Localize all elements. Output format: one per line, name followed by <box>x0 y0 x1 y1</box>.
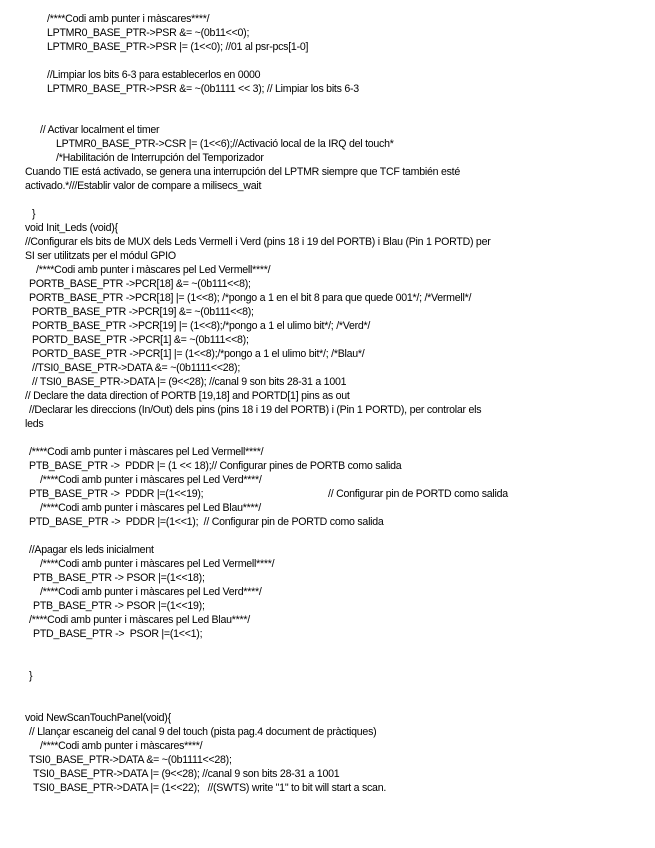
code-line: /****Codi amb punter i màscares****/ <box>47 13 210 25</box>
code-line: PTB_BASE_PTR -> PDDR |= (1 << 18);// Configurar pines de PORTB como salida <box>29 460 402 472</box>
code-line: leds <box>25 418 44 430</box>
code-line: PORTB_BASE_PTR ->PCR[18] &= ~(0b111<<8); <box>29 278 251 290</box>
code-line: LPTMR0_BASE_PTR->PSR &= ~(0b1111 << 3); // Limpiar los bits 6-3 <box>47 83 359 95</box>
code-line: /*Habilitación de Interrupción del Temporizador <box>56 152 264 164</box>
code-line: /****Codi amb punter i màscares pel Led Vermell****/ <box>36 264 271 276</box>
code-line: // Declare the data direction of PORTB [19,18] and PORTD[1] pins as out <box>25 390 350 402</box>
code-line: /****Codi amb punter i màscares pel Led Verd****/ <box>40 586 262 598</box>
code-line: LPTMR0_BASE_PTR->CSR |= (1<<6);//Activació local de la IRQ del touch* <box>56 138 394 150</box>
code-line: } <box>29 670 33 682</box>
code-line: TSI0_BASE_PTR->DATA &= ~(0b1111<<28); <box>29 754 232 766</box>
code-line: PTB_BASE_PTR -> PDDR |=(1<<19); <box>29 488 204 500</box>
code-line: PORTB_BASE_PTR ->PCR[19] |= (1<<8);/*pongo a 1 el ulimo bit*/; /*Verd*/ <box>32 320 371 332</box>
code-line: PORTB_BASE_PTR ->PCR[19] &= ~(0b111<<8); <box>32 306 254 318</box>
code-line: PTB_BASE_PTR -> PSOR |=(1<<18); <box>33 572 205 584</box>
code-line: // TSI0_BASE_PTR->DATA |= (9<<28); //canal 9 son bits 28-31 a 1001 <box>32 376 347 388</box>
code-line: LPTMR0_BASE_PTR->PSR |= (1<<0); //01 al psr-pcs[1-0] <box>47 41 309 53</box>
code-line: PTD_BASE_PTR -> PSOR |=(1<<1); <box>33 628 203 640</box>
code-line: //Configurar els bits de MUX dels Leds Vermell i Verd (pins 18 i 19 del PORTB) i Blau (Pin 1 PORTD) per <box>25 236 491 248</box>
code-line: /****Codi amb punter i màscares****/ <box>40 740 203 752</box>
code-line: // Llançar escaneig del canal 9 del touch (pista pag.4 document de pràctiques) <box>29 726 377 738</box>
code-line: PORTB_BASE_PTR ->PCR[18] |= (1<<8); /*pongo a 1 en el bit 8 para que quede 001*/; /*Vermell*/ <box>29 292 472 304</box>
code-line: /****Codi amb punter i màscares pel Led Blau****/ <box>29 614 250 626</box>
code-line: /****Codi amb punter i màscares pel Led Verd****/ <box>40 474 262 486</box>
code-line: PTD_BASE_PTR -> PDDR |=(1<<1); // Configurar pin de PORTD como salida <box>29 516 384 528</box>
code-line: /****Codi amb punter i màscares pel Led Vermell****/ <box>40 558 275 570</box>
code-line: TSI0_BASE_PTR->DATA |= (1<<22); //(SWTS) write "1" to bit will start a scan. <box>33 782 387 794</box>
code-line: PTB_BASE_PTR -> PSOR |=(1<<19); <box>33 600 205 612</box>
code-line: //TSI0_BASE_PTR->DATA &= ~(0b1111<<28); <box>32 362 241 374</box>
code-line: // Configurar pin de PORTD como salida <box>328 488 508 500</box>
code-line: } <box>32 208 36 220</box>
code-line: void Init_Leds (void){ <box>25 222 118 234</box>
code-line: // Activar localment el timer <box>40 124 160 136</box>
code-line: //Apagar els leds inicialment <box>29 544 154 556</box>
code-line: //Declarar les direccions (In/Out) dels pins (pins 18 i 19 del PORTB) i (Pin 1 PORTD), per controlar els <box>29 404 482 416</box>
code-line: PORTD_BASE_PTR ->PCR[1] &= ~(0b111<<8); <box>32 334 249 346</box>
code-line: PORTD_BASE_PTR ->PCR[1] |= (1<<8);/*pongo a 1 el ulimo bit*/; /*Blau*/ <box>32 348 365 360</box>
code-line: void NewScanTouchPanel(void){ <box>25 712 171 724</box>
code-line: TSI0_BASE_PTR->DATA |= (9<<28); //canal 9 son bits 28-31 a 1001 <box>33 768 340 780</box>
code-line: Cuando TIE está activado, se genera una interrupción del LPTMR siempre que TCF también esté <box>25 166 460 178</box>
code-line: SI ser utilitzats per el módul GPIO <box>25 250 176 262</box>
code-line: LPTMR0_BASE_PTR->PSR &= ~(0b11<<0); <box>47 27 250 39</box>
code-line: //Limpiar los bits 6-3 para establecerlos en 0000 <box>47 69 261 81</box>
code-line: activado.*///Establir valor de compare a milisecs_wait <box>25 180 262 192</box>
code-line: /****Codi amb punter i màscares pel Led Blau****/ <box>40 502 261 514</box>
code-line: /****Codi amb punter i màscares pel Led Vermell****/ <box>29 446 264 458</box>
